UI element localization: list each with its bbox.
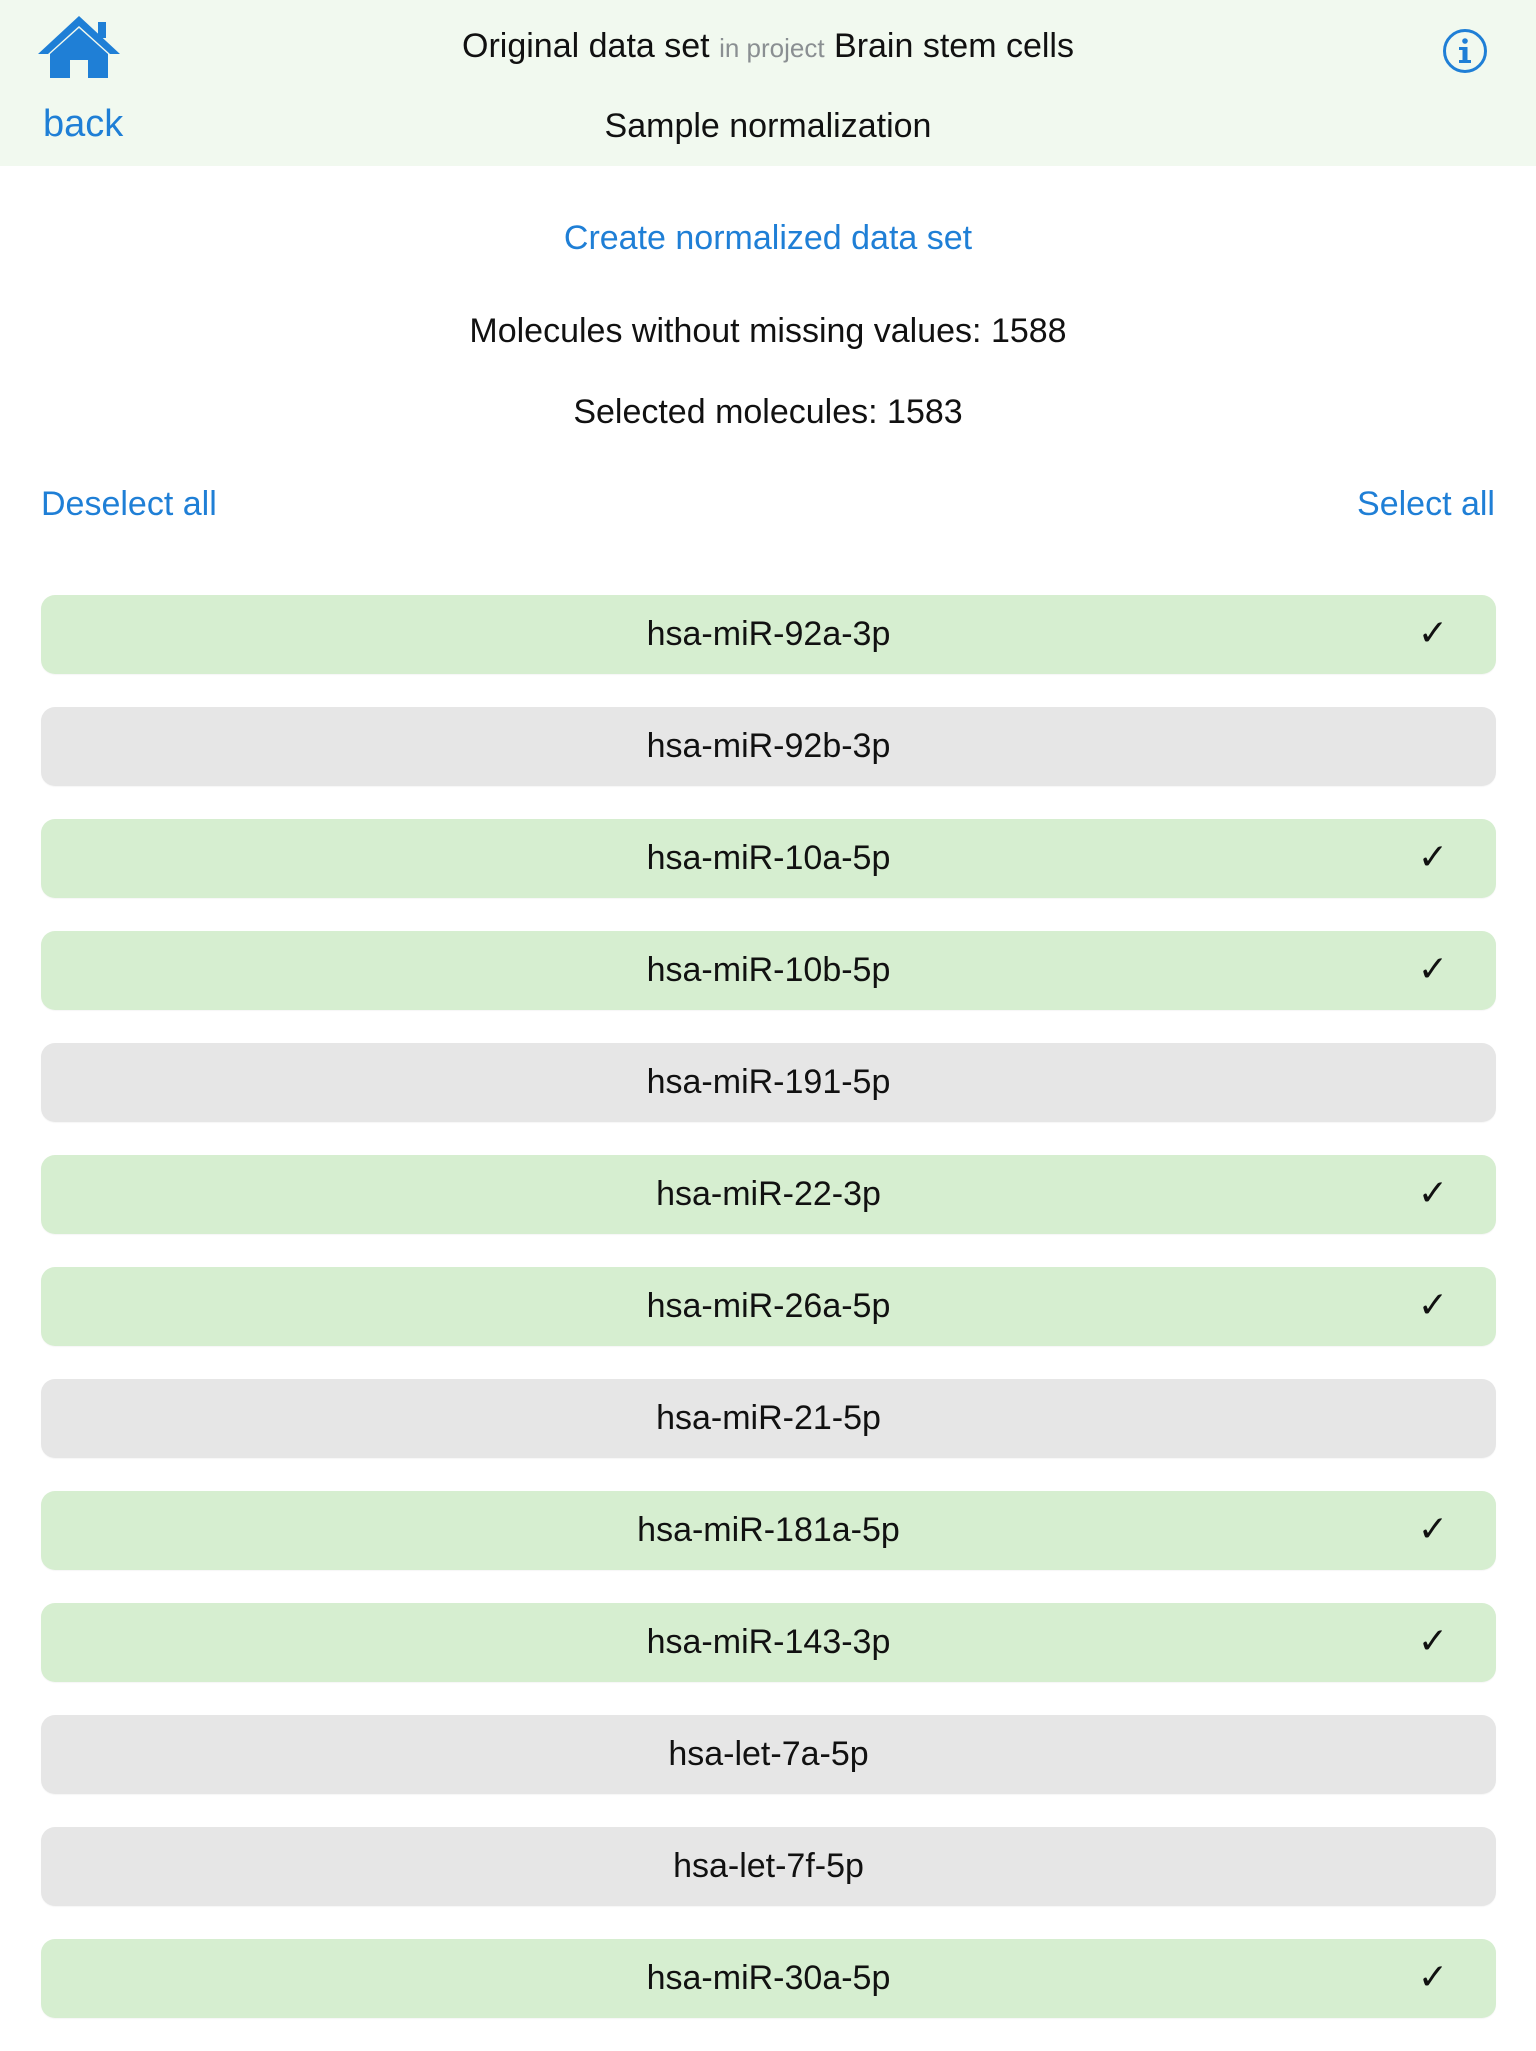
in-project-label: in project <box>719 33 825 63</box>
navigation-header <box>0 0 1536 166</box>
molecule-row[interactable] <box>41 595 1496 674</box>
page-title <box>0 22 1536 72</box>
checkmark-icon: ✓ <box>1417 613 1448 654</box>
checkmark-icon: ✓ <box>1417 1173 1448 1214</box>
page-subtitle: Sample normalization <box>604 107 932 145</box>
molecule-row[interactable] <box>41 1491 1496 1570</box>
molecules-without-missing-values: Molecules without missing values: 1588 <box>469 312 1067 350</box>
molecule-name: hsa-miR-26a-5p <box>646 1287 891 1325</box>
molecule-name: hsa-miR-10b-5p <box>646 951 891 989</box>
select-all-button[interactable]: Select all <box>1357 485 1495 523</box>
checkmark-icon: ✓ <box>1417 1621 1448 1662</box>
molecule-row[interactable] <box>41 1827 1496 1906</box>
molecule-name: hsa-miR-92b-3p <box>646 727 891 765</box>
create-normalized-container <box>0 214 1536 262</box>
molecule-row[interactable] <box>41 931 1496 1010</box>
create-normalized-button[interactable]: Create normalized data set <box>563 219 973 257</box>
molecule-name: hsa-miR-30a-5p <box>646 1959 891 1997</box>
molecule-row[interactable] <box>41 1155 1496 1234</box>
checkmark-icon: ✓ <box>1417 1285 1448 1326</box>
molecule-name: hsa-miR-22-3p <box>656 1175 881 1213</box>
molecule-row[interactable] <box>41 1043 1496 1122</box>
molecule-name: hsa-miR-191-5p <box>646 1063 891 1101</box>
molecule-row[interactable] <box>41 1939 1496 2018</box>
project-name: Brain stem cells <box>834 27 1074 65</box>
molecule-row[interactable] <box>41 819 1496 898</box>
checkmark-icon: ✓ <box>1417 1509 1448 1550</box>
molecule-name: hsa-let-7a-5p <box>668 1735 869 1773</box>
dataset-name: Original data set <box>462 27 710 65</box>
checkmark-icon: ✓ <box>1417 837 1448 878</box>
info-icon[interactable] <box>1442 28 1488 74</box>
molecule-name: hsa-miR-10a-5p <box>646 839 891 877</box>
selected-molecules-count: Selected molecules: 1583 <box>573 393 963 431</box>
checkmark-icon: ✓ <box>1417 949 1448 990</box>
molecule-list <box>41 595 1496 2051</box>
molecule-name: hsa-miR-21-5p <box>656 1399 881 1437</box>
molecule-row[interactable] <box>41 1603 1496 1682</box>
back-label: back <box>43 103 124 145</box>
molecule-row[interactable] <box>41 1379 1496 1458</box>
molecule-name: hsa-miR-143-3p <box>646 1623 891 1661</box>
molecule-name: hsa-miR-181a-5p <box>637 1511 900 1549</box>
molecule-row[interactable] <box>41 1715 1496 1794</box>
molecule-row[interactable] <box>41 1267 1496 1346</box>
molecule-name: hsa-miR-92a-3p <box>646 615 891 653</box>
molecule-row[interactable] <box>41 707 1496 786</box>
molecule-name: hsa-let-7f-5p <box>673 1847 864 1885</box>
checkmark-icon: ✓ <box>1417 1957 1448 1998</box>
deselect-all-button[interactable]: Deselect all <box>41 485 217 523</box>
